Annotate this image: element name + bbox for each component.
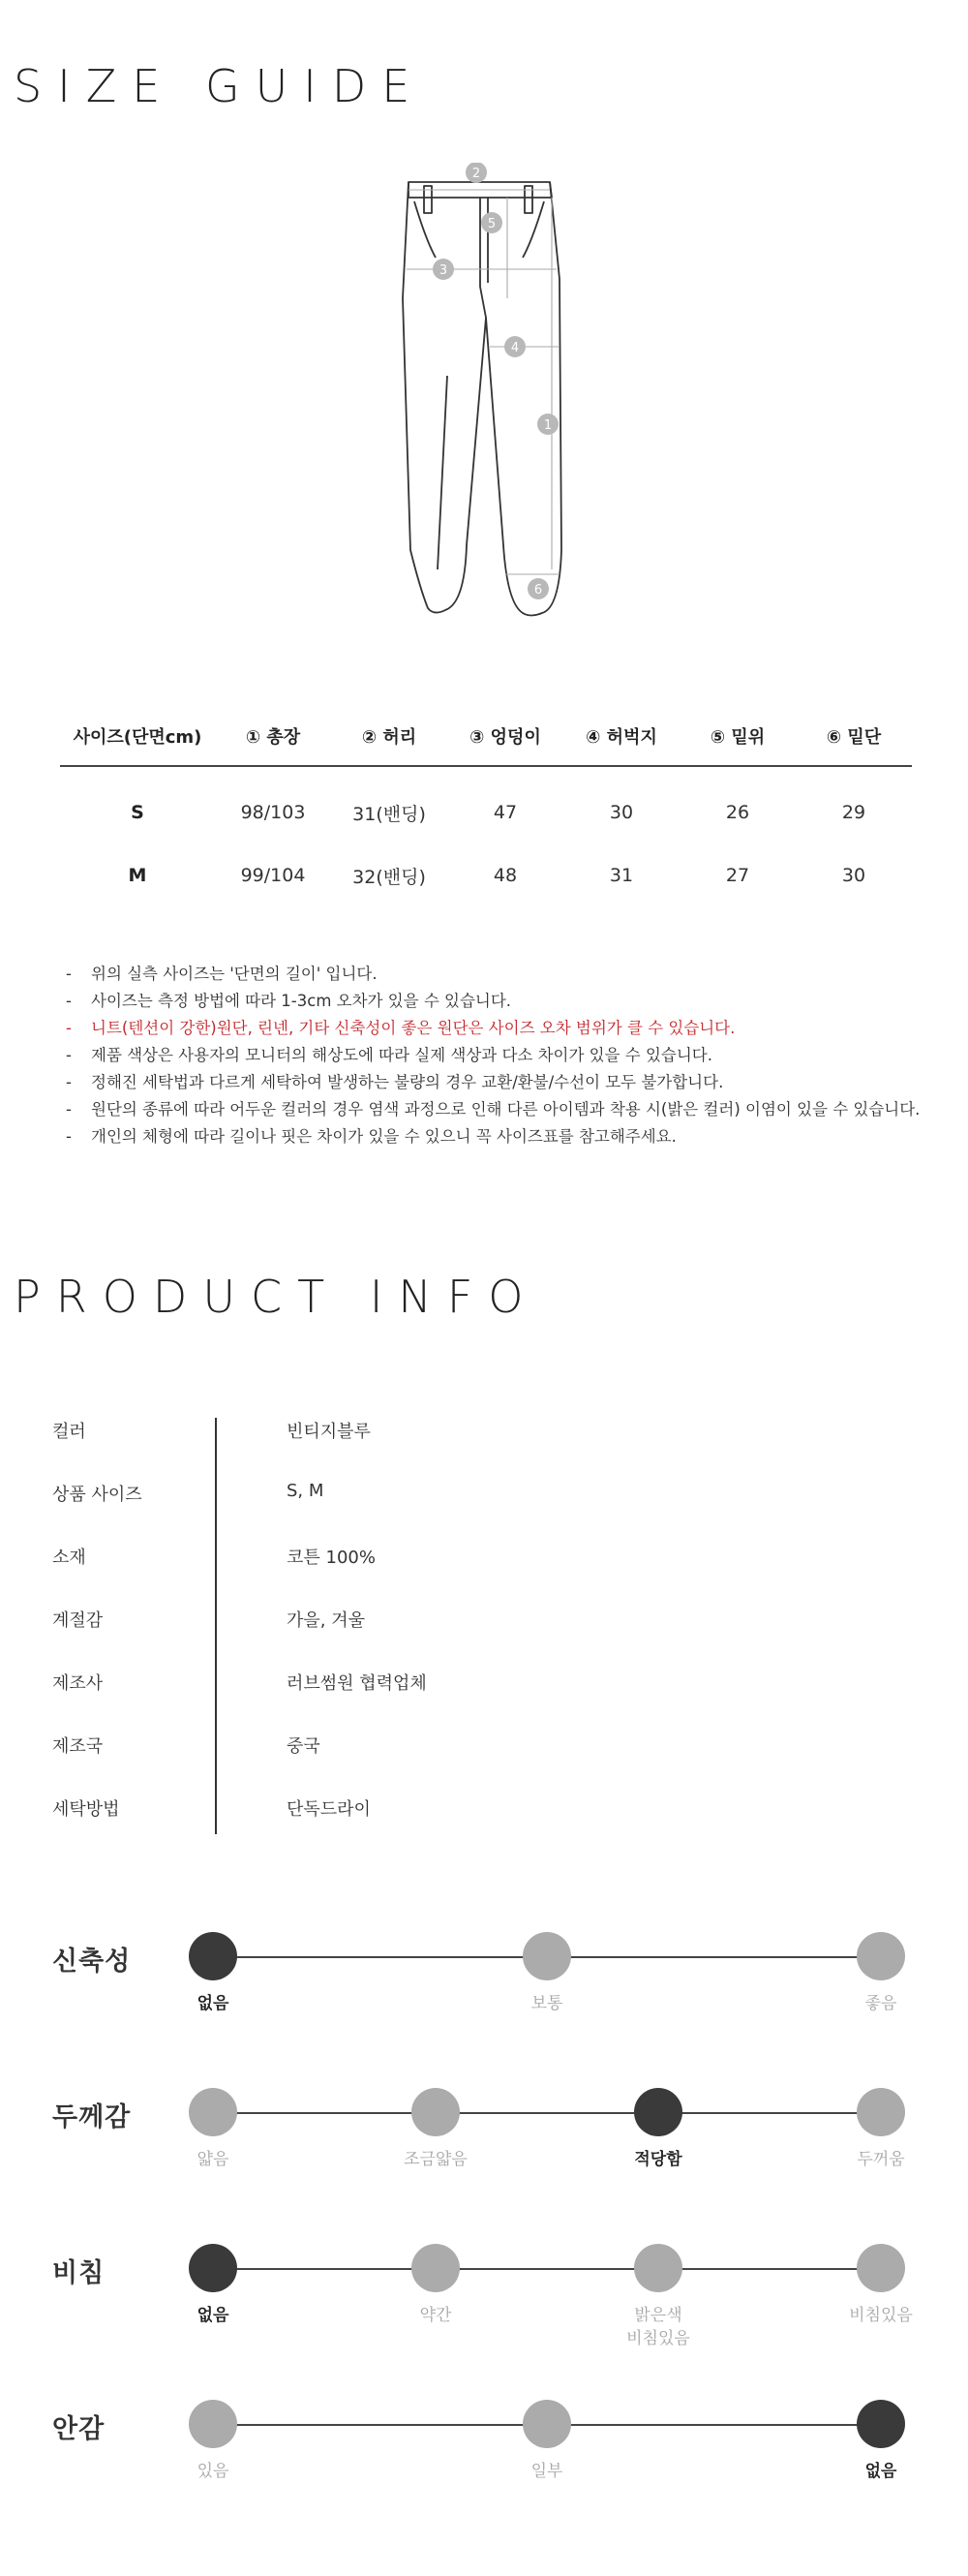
table-cell: 30: [609, 802, 634, 823]
scale-dot-icon: [189, 2400, 237, 2448]
scale-row: [0, 1932, 968, 2077]
info-value: 단독드라이: [287, 1799, 371, 1820]
scale-row: [0, 2088, 968, 2233]
note-dash: -: [66, 1019, 72, 1037]
size-header-total-length: ① 총장: [215, 707, 331, 766]
diagram-marker-3-icon: [433, 259, 454, 280]
scale-dot-icon: [634, 2244, 682, 2292]
table-cell: 27: [725, 865, 750, 886]
table-cell: S: [131, 802, 144, 823]
diagram-marker-1-icon: [537, 414, 559, 435]
table-cell: 32(밴딩): [352, 866, 426, 888]
scale-label: 두께감: [52, 2102, 132, 2132]
scale-dot-icon: [523, 2400, 571, 2448]
scale-option-label: 없음: [197, 1994, 229, 2013]
table-cell: 26: [725, 802, 750, 823]
table-cell: 31(밴딩): [352, 803, 426, 825]
scale-track: [213, 2268, 881, 2270]
info-value: 빈티지블루: [287, 1422, 371, 1442]
list-item: [66, 988, 937, 1015]
list-item: [66, 1096, 937, 1123]
scale-dot-selected-icon: [857, 2400, 905, 2448]
scale-dot-icon: [857, 1932, 905, 1980]
table-cell: 98/103: [240, 802, 306, 823]
info-key: 상품 사이즈: [52, 1485, 142, 1505]
note-text: 위의 실측 사이즈는 '단면의 길이' 입니다.: [91, 965, 378, 983]
scale-dot-icon: [523, 1932, 571, 1980]
info-value: S, M: [287, 1481, 324, 1501]
scale-option-label: 두꺼움: [857, 2150, 905, 2169]
info-key: 계절감: [52, 1610, 104, 1631]
product-info-title: PRODUCT INFO: [14, 1271, 539, 1323]
size-header-hem: ⑥ 밑단: [796, 707, 912, 766]
note-dash: -: [66, 965, 72, 983]
note-dash: -: [66, 992, 72, 1010]
info-value: 코튼 100%: [287, 1548, 376, 1568]
scale-label: 신축성: [52, 1947, 132, 1977]
size-table-header-row: [60, 707, 912, 766]
table-cell: 99/104: [240, 865, 306, 886]
diagram-marker-5-label: 5: [487, 217, 497, 231]
list-item: [66, 1015, 937, 1042]
scale-dot-icon: [857, 2088, 905, 2136]
list-item: [66, 1042, 937, 1069]
diagram-marker-3-label: 3: [439, 263, 448, 278]
size-guide-title: SIZE GUIDE: [14, 60, 426, 112]
list-item: [66, 1069, 937, 1096]
note-text: 사이즈는 측정 방법에 따라 1-3cm 오차가 있을 수 있습니다.: [91, 992, 512, 1010]
info-key: 컬러: [52, 1422, 86, 1442]
scale-row: [0, 2400, 968, 2545]
scale-option-label: 밝은색 비침있음: [626, 2306, 690, 2348]
scale-option-label: 얇음: [197, 2150, 229, 2169]
note-text: 원단의 종류에 따라 어두운 컬러의 경우 염색 과정으로 인해 다른 아이템과 착용 시(밝은 컬러) 이염이 있을 수 있습니다.: [91, 1100, 921, 1119]
scale-option-label: 좋음: [864, 1994, 897, 2013]
scale-option-label: 조금얇음: [404, 2150, 468, 2169]
size-header-size: 사이즈(단면cm): [60, 707, 215, 766]
scale-option-label: 없음: [197, 2306, 229, 2325]
diagram-marker-4-icon: [504, 336, 526, 357]
table-cell: M: [128, 865, 147, 886]
list-item: [66, 1123, 937, 1150]
size-header-waist: ② 허리: [331, 707, 447, 766]
note-dash: -: [66, 1073, 72, 1091]
scale-dot-selected-icon: [634, 2088, 682, 2136]
diagram-marker-1-label: 1: [543, 418, 553, 433]
diagram-marker-6-icon: [528, 578, 549, 599]
scale-dot-icon: [189, 2088, 237, 2136]
scale-option-label: 적당함: [634, 2150, 682, 2169]
scale-option-label: 있음: [197, 2462, 229, 2481]
note-dash: -: [66, 1046, 72, 1064]
scale-dot-selected-icon: [189, 1932, 237, 1980]
size-header-rise: ⑤ 밑위: [680, 707, 796, 766]
table-row: [60, 766, 912, 845]
scale-option-label: 약간: [419, 2306, 452, 2325]
info-key: 제조국: [52, 1736, 104, 1757]
size-header-hip: ③ 엉덩이: [447, 707, 563, 766]
info-value: 러브썸원 협력업체: [287, 1673, 427, 1694]
note-text-warning: 니트(텐션이 강한)원단, 린넨, 기타 신축성이 좋은 원단은 사이즈 오차 범위가 클 수 있습니다.: [91, 1019, 736, 1037]
note-dash: -: [66, 1127, 72, 1146]
diagram-marker-4-label: 4: [510, 341, 520, 355]
table-cell: 31: [609, 865, 634, 886]
scale-dot-selected-icon: [189, 2244, 237, 2292]
scale-option-label: 없음: [864, 2462, 897, 2481]
product-info-divider: [215, 1418, 217, 1834]
scale-label: 비침: [52, 2258, 106, 2288]
diagram-marker-6-label: 6: [533, 583, 543, 598]
scale-label: 안감: [52, 2414, 106, 2444]
pants-diagram: [387, 163, 581, 618]
size-notes-list: [66, 961, 937, 1150]
scale-option-label: 비침있음: [849, 2306, 913, 2325]
diagram-marker-2-icon: [466, 163, 487, 183]
size-header-thigh: ④ 허벅지: [563, 707, 680, 766]
note-text: 제품 색상은 사용자의 모니터의 해상도에 따라 실제 색상과 다소 차이가 있을 수 있습니다.: [91, 1046, 712, 1064]
table-cell: 30: [841, 865, 866, 886]
scale-option-label: 일부: [530, 2462, 563, 2481]
scale-dot-icon: [411, 2244, 460, 2292]
note-dash: -: [66, 1100, 72, 1119]
note-text: 정해진 세탁법과 다르게 세탁하여 발생하는 불량의 경우 교환/환불/수선이 모두 불가합니다.: [91, 1073, 724, 1091]
info-key: 소재: [52, 1548, 86, 1568]
diagram-marker-5-icon: [481, 212, 502, 233]
scale-row: [0, 2244, 968, 2389]
table-cell: 29: [841, 802, 866, 823]
info-value: 가을, 겨울: [287, 1610, 365, 1631]
table-cell: 48: [493, 865, 518, 886]
info-value: 중국: [287, 1736, 320, 1757]
scale-dot-icon: [411, 2088, 460, 2136]
scale-option-label: 보통: [530, 1994, 563, 2013]
list-item: [66, 961, 937, 988]
info-key: 세탁방법: [52, 1799, 120, 1820]
scale-track: [213, 2112, 881, 2114]
info-key: 제조사: [52, 1673, 104, 1694]
diagram-marker-2-label: 2: [471, 167, 481, 181]
scale-dot-icon: [857, 2244, 905, 2292]
note-text: 개인의 체형에 따라 길이나 핏은 차이가 있을 수 있으니 꼭 사이즈표를 참고해주세요.: [91, 1127, 677, 1146]
table-cell: 47: [493, 802, 518, 823]
size-table: [60, 707, 912, 905]
table-row: [60, 845, 912, 905]
